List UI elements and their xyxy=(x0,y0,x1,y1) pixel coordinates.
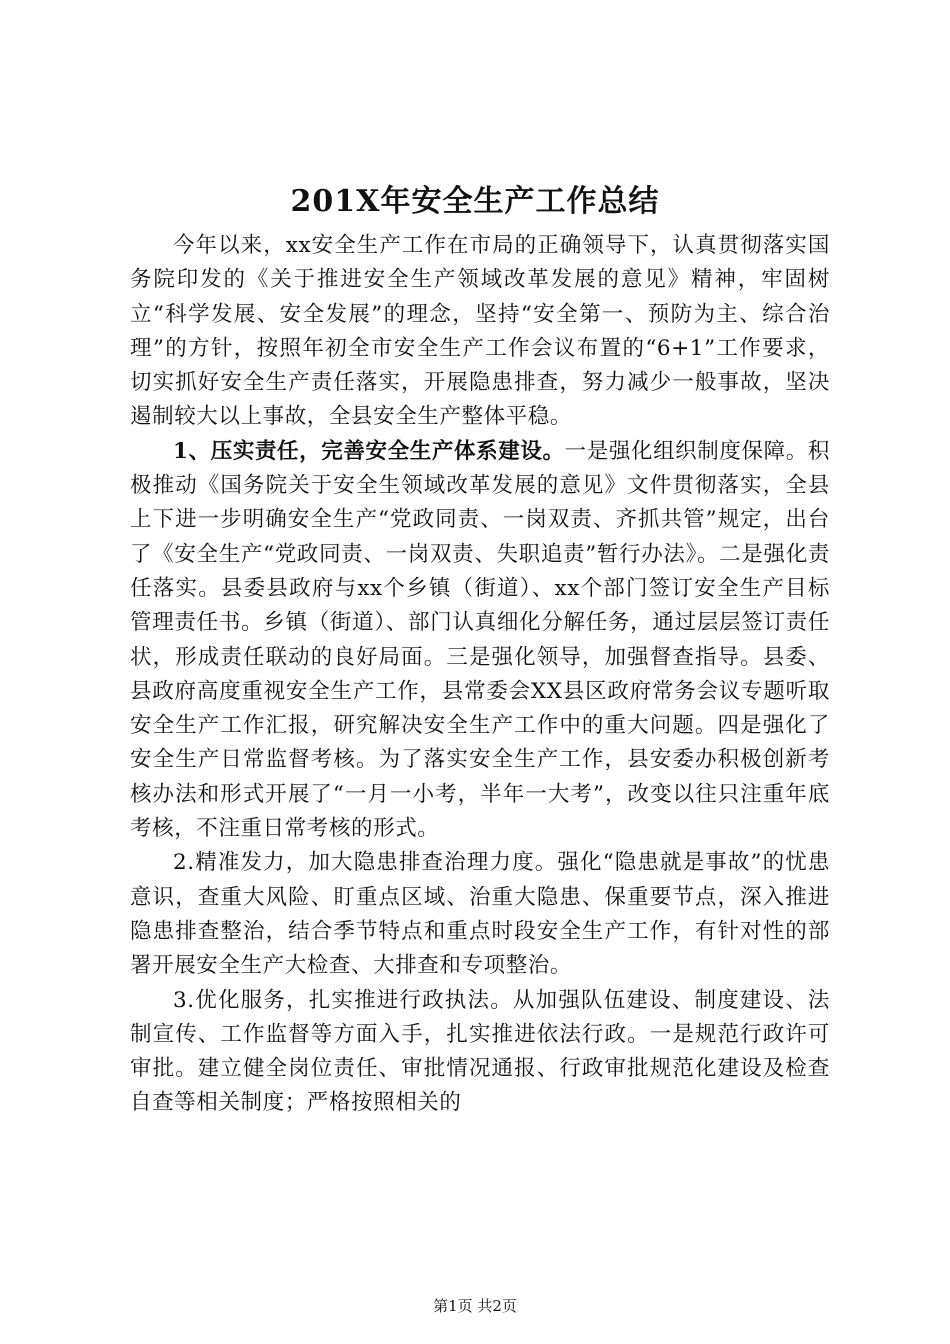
paragraph-text: 今年以来，xx安全生产工作在市局的正确领导下，认真贯彻落实国务院印发的《关于推进安全生产领域改革发展的意见》精神，牢固树立“科学发展、安全发展”的理念，坚持“安全第一、预防为主、综合治理”的方针，按照年初全市安全生产工作会议布置的“6+1”工作要求，切实抓好安全生产责任落实，开展隐患排查，努力减少一般事故，坚决遏制较大以上事故，全县安全生产整体平稳。 xyxy=(130,233,830,430)
paragraph-section-1 xyxy=(130,435,830,847)
paragraph-intro xyxy=(130,229,830,435)
document-title: 201X年安全生产工作总结 xyxy=(290,184,660,219)
paragraph-text: 3.优化服务，扎实推进行政执法。从加强队伍建设、制度建设、法制宣传、工作监督等方面入手，扎实推进依法行政。一是规范行政许可审批。建立健全岗位责任、审批情况通报、行政审批规范化建设及检查自查等相关制度；严格按照相关的 xyxy=(130,987,830,1116)
document-body xyxy=(130,229,830,1121)
paragraph-section-2 xyxy=(130,846,830,983)
page-footer: 第1页 共2页 xyxy=(433,1297,517,1315)
paragraph-lead: 1、压实责任，完善安全生产体系建设。 xyxy=(173,438,565,464)
paragraph-text: 2.精准发力，加大隐患排查治理力度。强化“隐患就是事故”的忧患意识，查重大风险、盯重点区域、治重大隐患、保重要节点，深入推进隐患排查整治，结合季节特点和重点时段安全生产工作，有针对性的部署开展安全生产大检查、大排查和专项整治。 xyxy=(130,850,830,979)
paragraph-section-3 xyxy=(130,984,830,1121)
paragraph-text: 一是强化组织制度保障。积极推动《国务院关于安全生领域改革发展的意见》文件贯彻落实，全县上下进一步明确安全生产“党政同责、一岗双责、齐抓共管”规定，出台了《安全生产“党政同责、一岗双责、失职追责”暂行办法》。二是强化责任落实。县委县政府与xx个乡镇（街道）、xx个部门签订安全生产目标管理责任书。乡镇（街道）、部门认真细化分解任务，通过层层签订责任状，形成责任联动的良好局面。三是强化领导，加强督查指导。县委、县政府高度重视安全生产工作，县常委会XX县区政府常务会议专题听取安全生产工作汇报，研究解决安全生产工作中的重大问题。四是强化了安全生产日常监督考核。为了落实安全生产工作，县安委办积极创新考核办法和形式开展了“一月一小考，半年一大考”，改变以往只注重年底考核，不注重日常考核的形式。 xyxy=(130,438,830,842)
